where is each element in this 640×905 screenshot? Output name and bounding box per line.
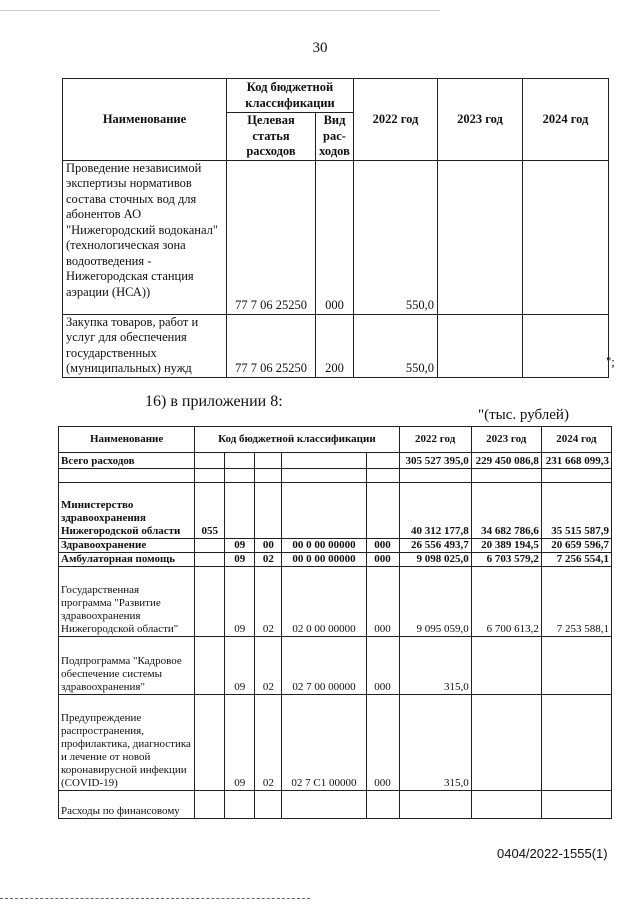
table-row: [59, 453, 612, 469]
cell-y2024: [541, 469, 611, 483]
row-2022: 550,0: [354, 160, 438, 314]
cell-y2022: 40 312 177,8: [399, 483, 471, 539]
cell-y2022: 315,0: [399, 695, 471, 791]
cell-y2024: [541, 791, 611, 819]
cell-name: Министерство здравоохранения Нижегородской области: [59, 483, 195, 539]
cell-c4: 00 0 00 00000: [282, 539, 366, 553]
cell-y2022: [399, 791, 471, 819]
cell-c5: [366, 791, 399, 819]
cell-c3: [255, 791, 282, 819]
cell-c1: [195, 637, 225, 695]
cell-c2: [225, 469, 255, 483]
row-type: 200: [316, 314, 354, 377]
scan-top-rule: [0, 10, 440, 11]
cell-c3: 02: [255, 637, 282, 695]
cell-c4: [282, 483, 366, 539]
row-2022: 550,0: [354, 314, 438, 377]
cell-name: Предупреждение распространения, профилактика, диагностика и лечение от новой коронавирусной инфекции (COVID-19): [59, 695, 195, 791]
cell-name: Амбулаторная помощь: [59, 553, 195, 567]
cell-name: Всего расходов: [59, 453, 195, 469]
cell-y2024: 20 659 596,7: [541, 539, 611, 553]
cell-c3: 02: [255, 695, 282, 791]
cell-c1: [195, 469, 225, 483]
header-expense-type: Вид рас-ходов: [316, 113, 354, 161]
row-type: 000: [316, 160, 354, 314]
table-row: [63, 160, 609, 314]
page-number: 30: [312, 40, 328, 56]
cell-c1: [195, 791, 225, 819]
header-2024: 2024 год: [523, 79, 609, 161]
budget-table-appendix-8: [58, 426, 612, 819]
cell-y2022: 305 527 395,0: [399, 453, 471, 469]
cell-y2024: [541, 695, 611, 791]
scan-footer-rule: [0, 898, 310, 899]
row-article: 77 7 06 25250: [227, 314, 316, 377]
section-caption: 16) в приложении 8:: [145, 393, 283, 410]
cell-c5: 000: [366, 637, 399, 695]
cell-y2024: 35 515 587,9: [541, 483, 611, 539]
cell-c5: [366, 469, 399, 483]
cell-y2023: 229 450 086,8: [471, 453, 541, 469]
cell-y2023: [471, 469, 541, 483]
cell-y2023: 34 682 786,6: [471, 483, 541, 539]
cell-y2023: 6 700 613,2: [471, 567, 541, 637]
cell-y2024: [541, 637, 611, 695]
header-2024: 2024 год: [541, 427, 611, 453]
header-2022: 2022 год: [354, 79, 438, 161]
cell-y2023: 20 389 194,5: [471, 539, 541, 553]
header-code-group: Код бюджетной классификации: [195, 427, 399, 453]
header-code-group: Код бюджетной классификации: [227, 79, 354, 113]
cell-c2: 09: [225, 695, 255, 791]
cell-c2: 09: [225, 553, 255, 567]
cell-c2: 09: [225, 539, 255, 553]
cell-c4: 02 0 00 00000: [282, 567, 366, 637]
cell-y2023: 6 703 579,2: [471, 553, 541, 567]
table-row: [59, 567, 612, 637]
row-2024: [523, 314, 609, 377]
cell-c2: 09: [225, 567, 255, 637]
cell-c1: [195, 695, 225, 791]
cell-c2: 09: [225, 637, 255, 695]
cell-name: Здравоохранение: [59, 539, 195, 553]
row-2023: [438, 160, 523, 314]
budget-table-top: [62, 78, 609, 378]
header-name: Наименование: [63, 79, 227, 161]
table-row: [59, 469, 612, 483]
table-row: [59, 483, 612, 539]
cell-c1: [195, 567, 225, 637]
cell-c4: 02 7 C1 00000: [282, 695, 366, 791]
row-2024: [523, 160, 609, 314]
cell-y2022: 9 098 025,0: [399, 553, 471, 567]
cell-c5: 000: [366, 695, 399, 791]
cell-name: [59, 469, 195, 483]
cell-name: Государственная программа "Развитие здравоохранения Нижегородской области": [59, 567, 195, 637]
cell-c4: 00 0 00 00000: [282, 553, 366, 567]
cell-c1: 055: [195, 483, 225, 539]
cell-y2023: [471, 695, 541, 791]
cell-c5: 000: [366, 567, 399, 637]
cell-y2022: [399, 469, 471, 483]
cell-c3: [255, 469, 282, 483]
table-body: [59, 453, 612, 819]
cell-c5: [366, 453, 399, 469]
table-row: [59, 539, 612, 553]
cell-y2024: 7 256 554,1: [541, 553, 611, 567]
cell-y2022: 315,0: [399, 637, 471, 695]
table-row: [63, 314, 609, 377]
header-name: Наименование: [59, 427, 195, 453]
table-row: [59, 637, 612, 695]
row-article: 77 7 06 25250: [227, 160, 316, 314]
row-2023: [438, 314, 523, 377]
cell-y2023: [471, 637, 541, 695]
header-2022: 2022 год: [399, 427, 471, 453]
cell-c1: [195, 553, 225, 567]
table-row: [59, 553, 612, 567]
cell-y2024: 231 668 099,3: [541, 453, 611, 469]
cell-c3: 02: [255, 567, 282, 637]
cell-c1: [195, 539, 225, 553]
cell-c2: [225, 453, 255, 469]
table-row: [59, 695, 612, 791]
header-2023: 2023 год: [471, 427, 541, 453]
header-target-article: Целевая статья расходов: [227, 113, 316, 161]
row-name: Закупка товаров, работ и услуг для обеспечения государственных (муниципальных) нужд: [63, 314, 227, 377]
cell-c5: 000: [366, 553, 399, 567]
cell-c2: [225, 791, 255, 819]
header-2023: 2023 год: [438, 79, 523, 161]
cell-name: Расходы по финансовому: [59, 791, 195, 819]
cell-c4: 02 7 00 00000: [282, 637, 366, 695]
cell-c4: [282, 469, 366, 483]
cell-c3: 02: [255, 553, 282, 567]
cell-y2023: [471, 791, 541, 819]
cell-name: Подпрограмма "Кадровое обеспечение системы здравоохранения": [59, 637, 195, 695]
cell-c5: [366, 483, 399, 539]
cell-y2024: 7 253 588,1: [541, 567, 611, 637]
cell-c3: 00: [255, 539, 282, 553]
cell-c5: 000: [366, 539, 399, 553]
cell-y2022: 26 556 493,7: [399, 539, 471, 553]
table-row: [59, 791, 612, 819]
cell-c4: [282, 791, 366, 819]
row-name: Проведение независимой экспертизы нормативов состава сточных вод для абонентов АО "Нижегородский водоканал" (технологическая зона водоотведения - Нижегородская станция аэрации (НСА)): [63, 160, 227, 314]
units-label: "(тыс. рублей): [478, 407, 569, 423]
document-code: 0404/2022-1555(1): [497, 846, 608, 861]
cell-c4: [282, 453, 366, 469]
closing-quote-mark: ";: [606, 354, 615, 369]
cell-y2022: 9 095 059,0: [399, 567, 471, 637]
cell-c3: [255, 453, 282, 469]
cell-c2: [225, 483, 255, 539]
cell-c3: [255, 483, 282, 539]
cell-c1: [195, 453, 225, 469]
